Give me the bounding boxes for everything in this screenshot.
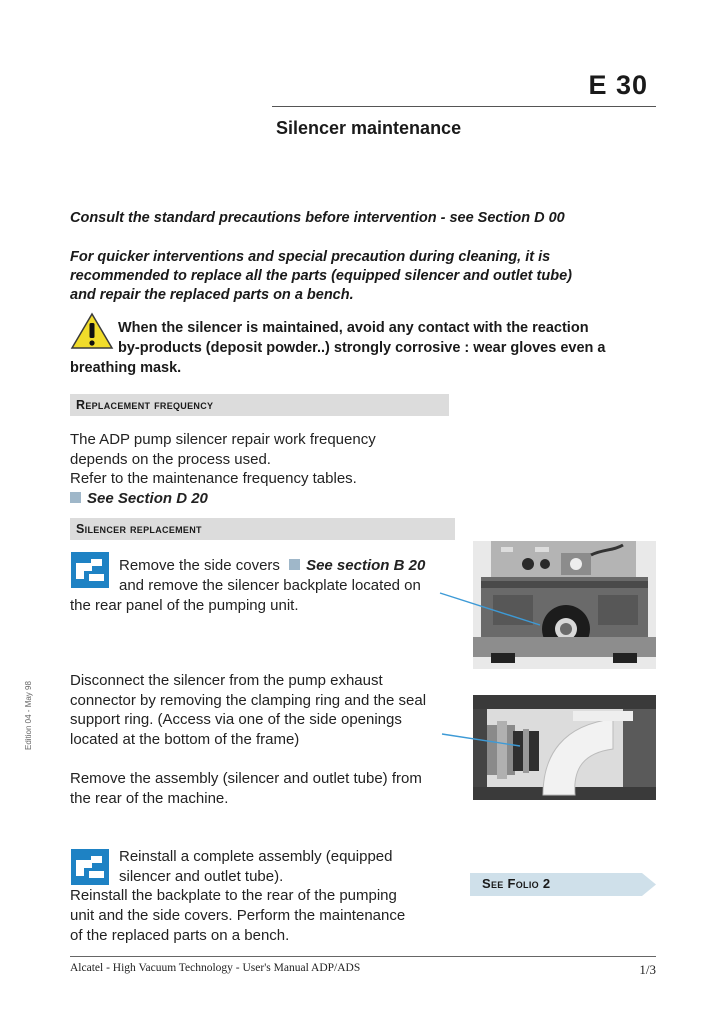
frequency-line: The ADP pump silencer repair work frequency (70, 431, 376, 448)
step4-line-3: Reinstall the backplate to the rear of the pumping (70, 887, 397, 904)
footer-text: Alcatel - High Vacuum Technology - User's Manual ADP/ADS (70, 962, 361, 974)
see-section-d20-link[interactable]: See Section D 20 (70, 489, 376, 509)
intro-precautions: Consult the standard precautions before intervention - see Section D 00 (70, 210, 565, 226)
frequency-paragraph (70, 430, 376, 508)
step2-line: located at the bottom of the frame) (70, 730, 300, 748)
intro-recommendation (70, 248, 572, 305)
frequency-line: Refer to the maintenance frequency tables. (70, 470, 357, 487)
step3-paragraph (70, 769, 422, 808)
square-bullet-icon (289, 559, 300, 570)
section-heading-replacement-frequency (70, 394, 449, 416)
warning-line-3: breathing mask. (70, 360, 182, 376)
header-rule (272, 106, 656, 107)
step2-line: connector by removing the clamping ring and the seal (70, 691, 427, 709)
warning-triangle-icon (70, 312, 114, 350)
step1-line-3: the rear panel of the pumping unit. (70, 597, 299, 614)
intro-line: and repair the replaced parts on a bench. (70, 287, 354, 303)
document-code: E 30 (588, 70, 648, 100)
section-heading-silencer-replacement (70, 518, 455, 540)
frequency-line: depends on the process used. (70, 450, 271, 468)
callout-arrow-2 (440, 728, 530, 758)
step3-line: the rear of the machine. (70, 789, 229, 807)
section-heading-text: Replacement frequency (76, 398, 214, 412)
square-bullet-icon (70, 492, 81, 503)
see-folio-2-link[interactable] (470, 873, 656, 896)
intro-line: For quicker interventions and special precaution during cleaning, it is (70, 249, 551, 265)
step1-line-1: Remove the side covers See section B 20 (119, 557, 426, 574)
see-section-b20-link[interactable]: See section B 20 (306, 557, 426, 574)
callout-arrow-1 (430, 585, 550, 635)
page-title: Silencer maintenance (276, 118, 462, 138)
tool-icon (71, 849, 109, 885)
step1-line-2: and remove the silencer backplate located on (119, 577, 421, 594)
step4-line-4: unit and the side covers. Perform the maintenance (70, 907, 406, 924)
footer-rule (70, 956, 656, 957)
intro-line: recommended to replace all the parts (equipped silencer and outlet tube) (70, 268, 572, 284)
warning-line-1: When the silencer is maintained, avoid any contact with the reaction (118, 320, 589, 336)
section-heading-text: Silencer replacement (76, 522, 202, 536)
step4-line-1: Reinstall a complete assembly (equipped (119, 848, 393, 865)
tool-icon (71, 552, 109, 588)
step4-line-2: silencer and outlet tube). (119, 868, 284, 885)
step2-paragraph (70, 671, 426, 749)
step2-line: support ring. (Access via one of the side openings (70, 711, 402, 728)
edition-note: Edition 04 - May 98 (24, 681, 33, 750)
step4-line-5: of the replaced parts on a bench. (70, 927, 290, 944)
see-folio-label: See Folio 2 (482, 876, 551, 891)
warning-line-2: by-products (deposit powder..) strongly corrosive : wear gloves even a (118, 340, 606, 356)
step2-line: Disconnect the silencer from the pump exhaust (70, 672, 383, 689)
step3-line: Remove the assembly (silencer and outlet tube) from (70, 770, 422, 787)
page-number: 1/3 (639, 962, 656, 977)
